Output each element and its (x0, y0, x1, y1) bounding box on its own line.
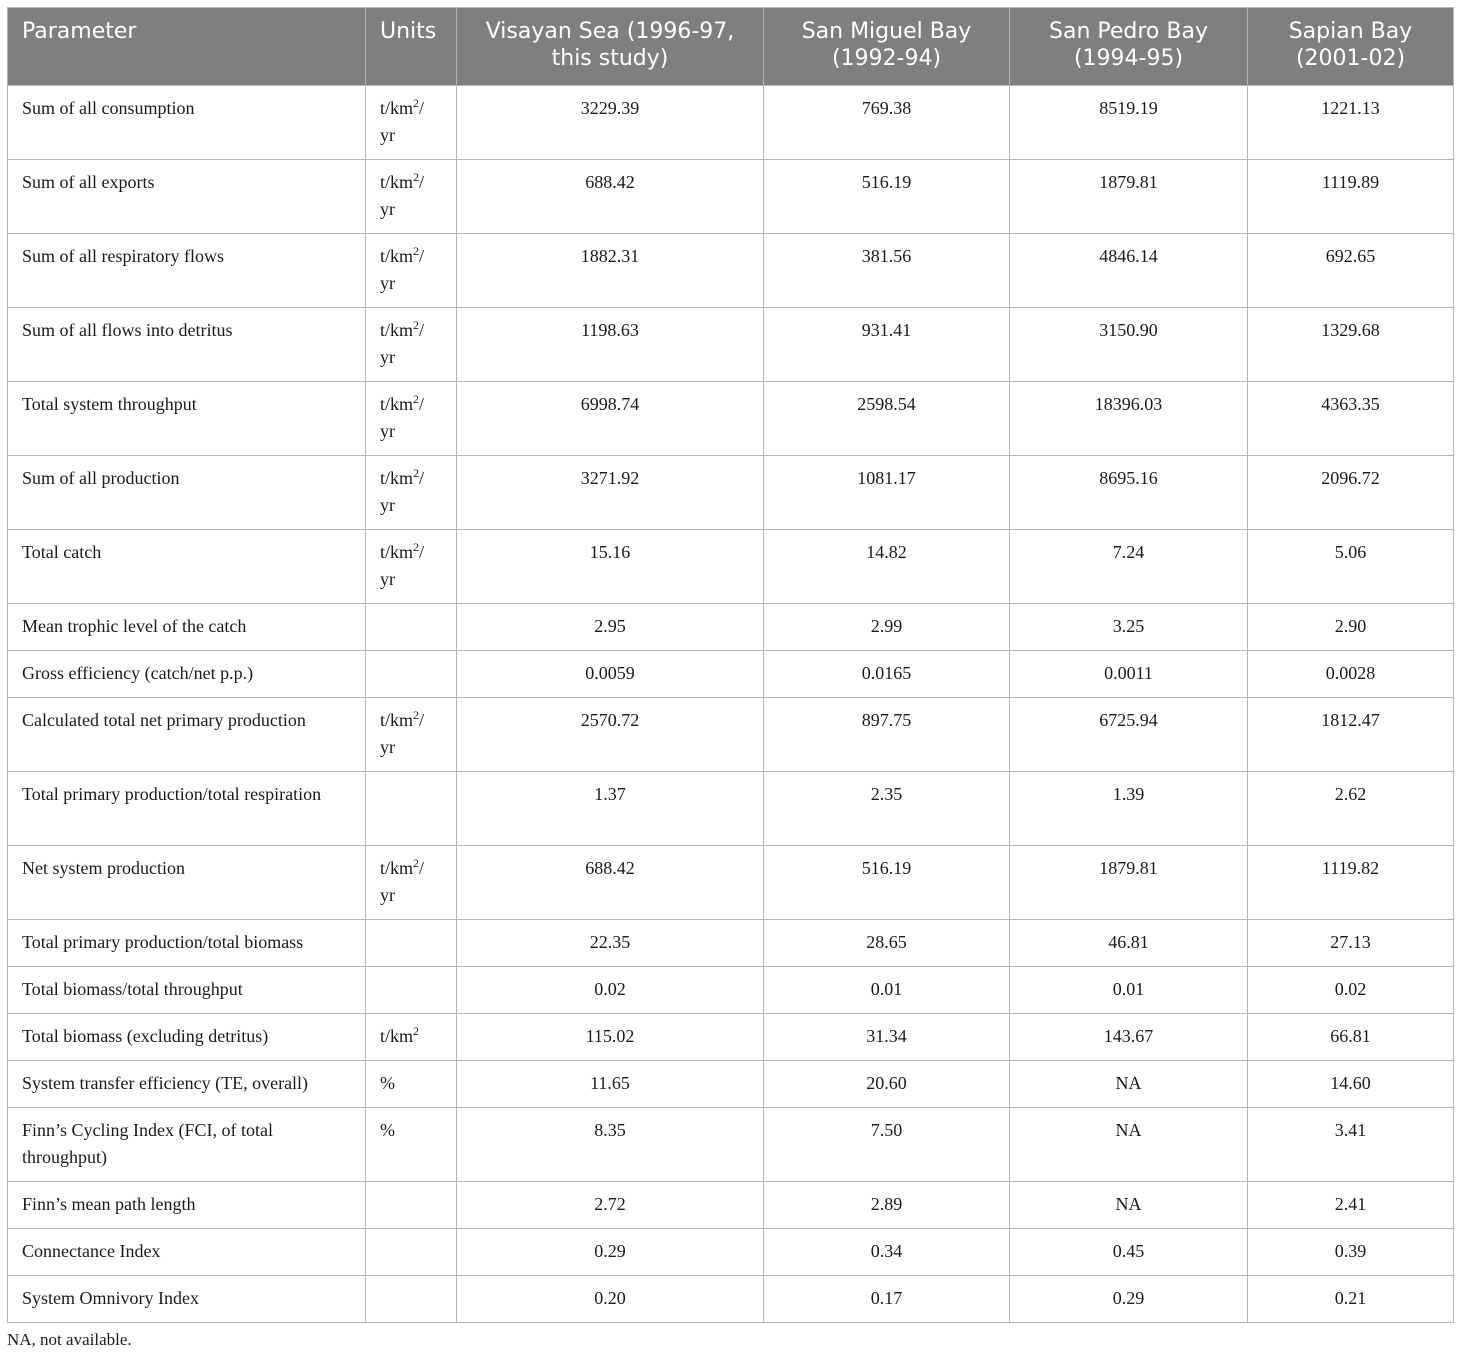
value-cell: 1221.13 (1248, 86, 1454, 160)
value-cell: 8.35 (457, 1108, 764, 1182)
comparison-table-container (7, 7, 1453, 1323)
value-cell: 2.99 (764, 604, 1010, 651)
value-cell: 5.06 (1248, 530, 1454, 604)
value-cell: 0.21 (1248, 1276, 1454, 1323)
unit-cell: $t/km^2/$ yr (366, 308, 457, 382)
footnote: NA, not available. (7, 1330, 132, 1349)
value-cell: 2.35 (764, 772, 1010, 846)
table-row (8, 772, 1454, 846)
table-row (8, 1276, 1454, 1323)
parameter-cell: Connectance Index (8, 1229, 366, 1276)
value-cell: 6998.74 (457, 382, 764, 456)
table-row (8, 967, 1454, 1014)
unit-cell (366, 1276, 457, 1323)
value-cell: 688.42 (457, 160, 764, 234)
value-cell: 8695.16 (1010, 456, 1248, 530)
value-cell: 381.56 (764, 234, 1010, 308)
value-cell: 0.45 (1010, 1229, 1248, 1276)
table-row (8, 604, 1454, 651)
parameter-cell: Total catch (8, 530, 366, 604)
value-cell: 688.42 (457, 846, 764, 920)
value-cell: 14.82 (764, 530, 1010, 604)
value-cell: 2598.54 (764, 382, 1010, 456)
value-cell: 1198.63 (457, 308, 764, 382)
unit-cell: $t/km^2/$ yr (366, 456, 457, 530)
header-units: Units (366, 8, 457, 86)
value-cell: 28.65 (764, 920, 1010, 967)
value-cell: 2.95 (457, 604, 764, 651)
value-cell: 46.81 (1010, 920, 1248, 967)
unit-cell (366, 920, 457, 967)
value-cell: 2.72 (457, 1182, 764, 1229)
header-parameter: Parameter (8, 8, 366, 86)
value-cell: 0.39 (1248, 1229, 1454, 1276)
value-cell: 3.25 (1010, 604, 1248, 651)
value-cell: 15.16 (457, 530, 764, 604)
value-cell: 22.35 (457, 920, 764, 967)
value-cell: 0.20 (457, 1276, 764, 1323)
value-cell: 4846.14 (1010, 234, 1248, 308)
table-row (8, 1108, 1454, 1182)
unit-cell: $t/km^2/$ yr (366, 234, 457, 308)
header-san-pedro-bay: San Pedro Bay (1994-95) (1010, 8, 1248, 86)
parameter-cell: Sum of all respiratory flows (8, 234, 366, 308)
table-row (8, 846, 1454, 920)
value-cell: 14.60 (1248, 1061, 1454, 1108)
value-cell: 2.62 (1248, 772, 1454, 846)
parameter-cell: Mean trophic level of the catch (8, 604, 366, 651)
value-cell: 3271.92 (457, 456, 764, 530)
value-cell: 0.01 (764, 967, 1010, 1014)
value-cell: 31.34 (764, 1014, 1010, 1061)
parameter-cell: Total biomass/total throughput (8, 967, 366, 1014)
parameter-cell: Total primary production/total respiration (8, 772, 366, 846)
value-cell: 1879.81 (1010, 160, 1248, 234)
value-cell: 2.89 (764, 1182, 1010, 1229)
unit-cell (366, 651, 457, 698)
unit-cell: $t/km^2/$ yr (366, 382, 457, 456)
unit-cell (366, 1229, 457, 1276)
unit-cell: $t/km^2$ (366, 1014, 457, 1061)
value-cell: NA (1010, 1061, 1248, 1108)
value-cell: 1879.81 (1010, 846, 1248, 920)
parameter-cell: Sum of all flows into detritus (8, 308, 366, 382)
parameter-cell: System transfer efficiency (TE, overall) (8, 1061, 366, 1108)
value-cell: 931.41 (764, 308, 1010, 382)
table-row (8, 382, 1454, 456)
value-cell: 692.65 (1248, 234, 1454, 308)
unit-cell (366, 967, 457, 1014)
value-cell: 897.75 (764, 698, 1010, 772)
value-cell: 0.0011 (1010, 651, 1248, 698)
table-row (8, 920, 1454, 967)
parameter-cell: Total biomass (excluding detritus) (8, 1014, 366, 1061)
table-body (8, 86, 1454, 1323)
parameter-cell: Finn’s Cycling Index (FCI, of total throughput) (8, 1108, 366, 1182)
value-cell: 11.65 (457, 1061, 764, 1108)
value-cell: NA (1010, 1108, 1248, 1182)
value-cell: 1882.31 (457, 234, 764, 308)
parameter-cell: Sum of all exports (8, 160, 366, 234)
value-cell: 1119.82 (1248, 846, 1454, 920)
value-cell: 0.0028 (1248, 651, 1454, 698)
header-san-miguel-bay: San Miguel Bay (1992-94) (764, 8, 1010, 86)
value-cell: 27.13 (1248, 920, 1454, 967)
unit-cell: $t/km^2/$ yr (366, 698, 457, 772)
parameter-cell: Calculated total net primary production (8, 698, 366, 772)
value-cell: 1329.68 (1248, 308, 1454, 382)
value-cell: NA (1010, 1182, 1248, 1229)
unit-cell (366, 604, 457, 651)
value-cell: 516.19 (764, 846, 1010, 920)
table-row (8, 234, 1454, 308)
table-row (8, 160, 1454, 234)
unit-cell (366, 772, 457, 846)
value-cell: 0.02 (1248, 967, 1454, 1014)
parameter-cell: Net system production (8, 846, 366, 920)
value-cell: 20.60 (764, 1061, 1010, 1108)
unit-cell (366, 1182, 457, 1229)
value-cell: 0.17 (764, 1276, 1010, 1323)
unit-cell: $t/km^2/$ yr (366, 530, 457, 604)
unit-cell: $t/km^2/$ yr (366, 86, 457, 160)
value-cell: 7.24 (1010, 530, 1248, 604)
value-cell: 0.0165 (764, 651, 1010, 698)
parameter-cell: Finn’s mean path length (8, 1182, 366, 1229)
header-row (8, 8, 1454, 86)
parameter-cell: Sum of all production (8, 456, 366, 530)
value-cell: 1081.17 (764, 456, 1010, 530)
value-cell: 1119.89 (1248, 160, 1454, 234)
unit-cell: % (366, 1108, 457, 1182)
value-cell: 0.0059 (457, 651, 764, 698)
value-cell: 769.38 (764, 86, 1010, 160)
table-row (8, 698, 1454, 772)
value-cell: 7.50 (764, 1108, 1010, 1182)
value-cell: 3150.90 (1010, 308, 1248, 382)
value-cell: 0.29 (457, 1229, 764, 1276)
parameter-cell: Sum of all consumption (8, 86, 366, 160)
parameter-cell: Gross efficiency (catch/net p.p.) (8, 651, 366, 698)
value-cell: 18396.03 (1010, 382, 1248, 456)
parameter-cell: Total primary production/total biomass (8, 920, 366, 967)
value-cell: 4363.35 (1248, 382, 1454, 456)
value-cell: 1.37 (457, 772, 764, 846)
value-cell: 2.90 (1248, 604, 1454, 651)
table-row (8, 530, 1454, 604)
table-row (8, 308, 1454, 382)
table-row (8, 651, 1454, 698)
parameter-cell: Total system throughput (8, 382, 366, 456)
table-row (8, 1061, 1454, 1108)
value-cell: 115.02 (457, 1014, 764, 1061)
value-cell: 1812.47 (1248, 698, 1454, 772)
table-row (8, 456, 1454, 530)
value-cell: 143.67 (1010, 1014, 1248, 1061)
parameter-cell: System Omnivory Index (8, 1276, 366, 1323)
value-cell: 6725.94 (1010, 698, 1248, 772)
value-cell: 0.29 (1010, 1276, 1248, 1323)
value-cell: 2.41 (1248, 1182, 1454, 1229)
table-row (8, 1229, 1454, 1276)
value-cell: 66.81 (1248, 1014, 1454, 1061)
value-cell: 0.34 (764, 1229, 1010, 1276)
value-cell: 1.39 (1010, 772, 1248, 846)
unit-cell: $t/km^2/$ yr (366, 846, 457, 920)
unit-cell: % (366, 1061, 457, 1108)
table-row (8, 1182, 1454, 1229)
value-cell: 0.02 (457, 967, 764, 1014)
value-cell: 3229.39 (457, 86, 764, 160)
table-row (8, 1014, 1454, 1061)
value-cell: 0.01 (1010, 967, 1248, 1014)
value-cell: 3.41 (1248, 1108, 1454, 1182)
unit-cell: $t/km^2/$ yr (366, 160, 457, 234)
value-cell: 516.19 (764, 160, 1010, 234)
ecosystem-comparison-table (7, 7, 1454, 1323)
table-row (8, 86, 1454, 160)
value-cell: 8519.19 (1010, 86, 1248, 160)
header-sapian-bay: Sapian Bay (2001-02) (1248, 8, 1454, 86)
value-cell: 2096.72 (1248, 456, 1454, 530)
header-visayan-sea: Visayan Sea (1996-97, this study) (457, 8, 764, 86)
value-cell: 2570.72 (457, 698, 764, 772)
